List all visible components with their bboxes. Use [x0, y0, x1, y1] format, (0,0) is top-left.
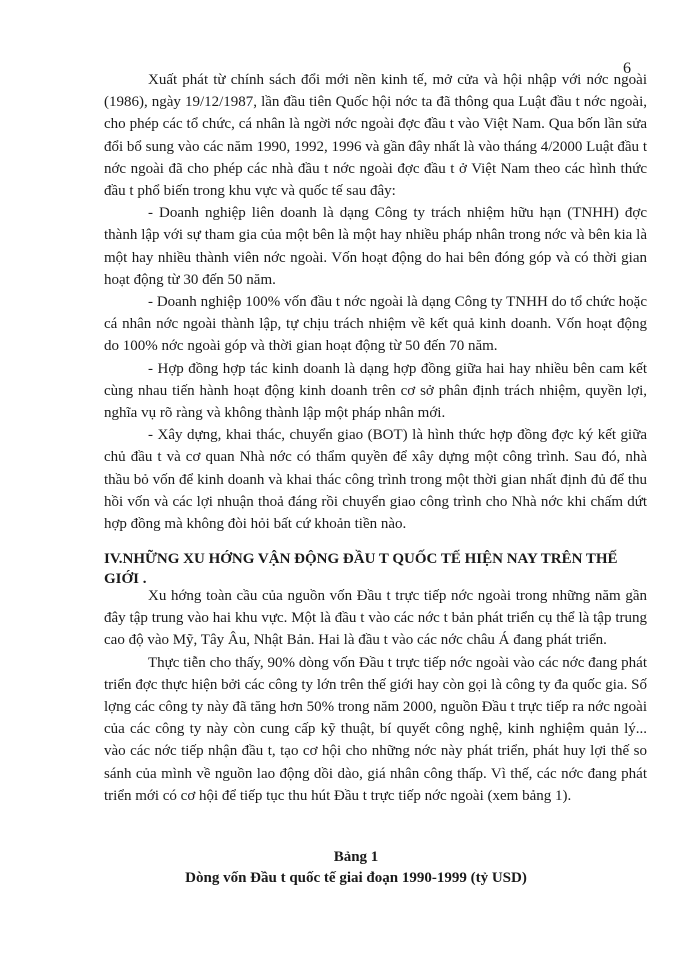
- paragraph-global-trend: Xu hớng toàn cầu của nguồn vốn Đầu t trực tiếp nớc ngoài trong những năm gần đây tập trung vào hai khu vực. Một là đầu t vào các nớc t bản phát triển cụ thể là tập trung cao độ vào Mỹ, Tây Âu, Nhật Bản. Hai là đầu t vào các nớc châu Á đang phát triển.: [104, 588, 647, 649]
- section-investment-trends: [104, 585, 647, 807]
- paragraph-intro: Xuất phát từ chính sách đổi mới nền kinh tế, mở cửa và hội nhập với nớc ngoài (1986), ngày 19/12/1987, lần đầu tiên Quốc hội nớc ta đã thông qua Luật đầu t nớc ngoài, cho phép các tổ chức, cá nhân là ngời nớc ngoài đợc đầu t vào Việt Nam. Qua bốn lần sửa đổi bổ sung vào các năm 1990, 1992, 1996 và gần đây nhất là vào tháng 4/2000 Luật đầu t nớc ngoài đã cho phép các nhà đầu t nớc ngoài đợc đầu t ở Việt Nam theo các hình thức đầu t phổ biến trong khu vực và quốc tế sau đây:: [104, 72, 647, 200]
- section-heading: IV.NHỮNG XU HỚNG VẬN ĐỘNG ĐẦU T QUỐC TẾ HIỆN NAY TRÊN THẾ GIỚI .: [104, 551, 618, 587]
- section-investment-forms: [104, 69, 647, 535]
- paragraph-practice: Thực tiễn cho thấy, 90% dòng vốn Đầu t trực tiếp nớc ngoài vào các nớc đang phát triển đợc thực hiện bởi các công ty lớn trên thế giới hay còn gọi là công ty đa quốc gia. Số lợng các công ty này đã tăng hơn 50% trong năm 2000, nguồn Đầu t trực tiếp ra nớc ngoài của các công ty này còn cung cấp kỹ thuật, bí quyết công nghệ, kinh nghiệm quản lý... vào các nớc tiếp nhận đầu t, tạo cơ hội cho những nớc này phát triển, phát huy lợi thế so sánh của mình về nguồn lao động dồi dào, giá nhân công thấp. Vì thế, các nớc đang phát triển mới có cơ hội để tiếp tục thu hút Đầu t trực tiếp nớc ngoài (xem bảng 1).: [104, 654, 647, 804]
- paragraph-foreign-owned: - Doanh nghiệp 100% vốn đầu t nớc ngoài là dạng Công ty TNHH do tổ chức hoặc cá nhân nớc ngoài thành lập, tự chịu trách nhiệm về kết quả kinh doanh. Vốn hoạt động do 100% nớc ngoài góp và thời gian hoạt động từ 50 đến 70 năm.: [104, 294, 647, 355]
- paragraph-joint-venture: - Doanh nghiệp liên doanh là dạng Công ty trách nhiệm hữu hạn (TNHH) đợc thành lập với sự tham gia của một bên là một hay nhiều pháp nhân trong nớc và bên kia là một hay nhiều thành viên nớc ngoài. Vốn hoạt động do hai bên đóng góp và có thời gian hoạt động từ 30 đến 50 năm.: [104, 205, 647, 288]
- table-caption-title: Bảng 1: [333, 849, 379, 865]
- table-caption-subtitle: Dòng vốn Đầu t quốc tế giai đoạn 1990-1999 (tỷ USD): [185, 870, 527, 886]
- paragraph-business-contract: - Hợp đồng hợp tác kinh doanh là dạng hợp đồng giữa hai hay nhiều bên cam kết cùng nhau tiến hành hoạt động kinh doanh trên cơ sở phân định trách nhiệm, quyền lợi, nghĩa vụ rõ ràng và không thành lập một pháp nhân mới.: [104, 360, 647, 422]
- paragraph-bot: - Xây dựng, khai thác, chuyển giao (BOT) là hình thức hợp đồng đợc ký kết giữa chủ đầu t và cơ quan Nhà nớc có thẩm quyền để xây dựng một công trình. Sau đó, nhà thầu bỏ vốn để kinh doanh và khai thác công trình trong một thời gian nhất định đủ để thu hồi vốn và các lợi nhuận thoả đáng rồi chuyển giao công trình cho Nhà nớc khi chấm dứt hợp đồng mà không đòi hỏi bất cứ khoản tiền nào.: [104, 427, 647, 533]
- page-number: 6: [623, 60, 631, 77]
